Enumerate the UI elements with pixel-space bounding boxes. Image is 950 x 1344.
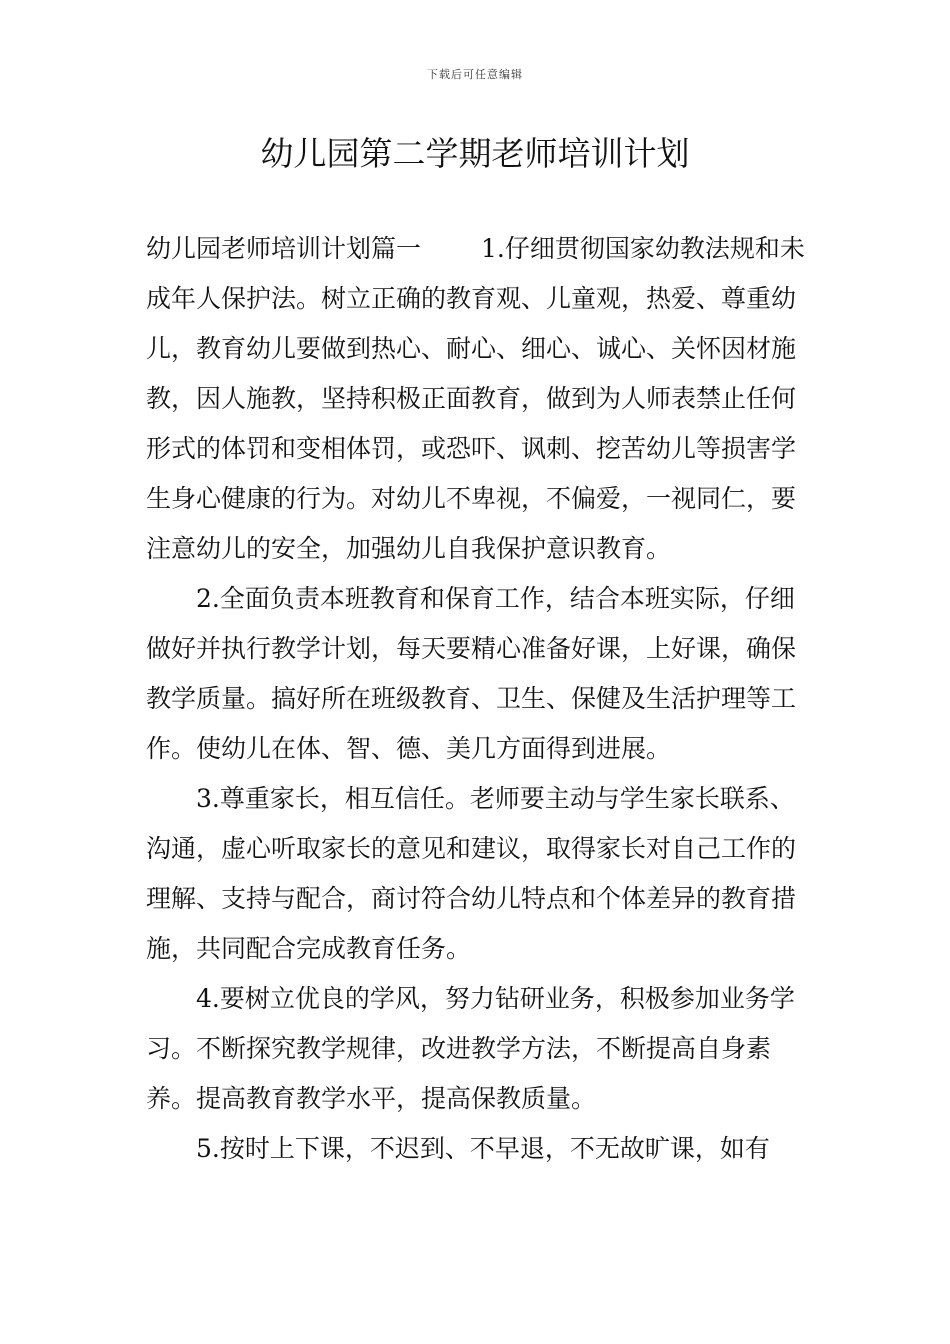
- paragraph-5: 5.按时上下课，不迟到、不早退，不无故旷课，如有: [196, 1134, 770, 1163]
- document-title: 幼儿园第二学期老师培训计划: [260, 134, 690, 173]
- paragraph-3: 3.尊重家长，相互信任。老师要主动与学生家长联系、沟通，虚心听取家长的意见和建议，取得家长对自己工作的理解、支持与配合，商讨符合幼儿特点和个体差异的教育措施，共同配合完成教育任务。: [146, 784, 797, 963]
- paragraph-1: [146, 224, 816, 574]
- paragraph-4: 4.要树立优良的学风，努力钻研业务，积极参加业务学习。不断探究教学规律，改进教学方法，不断提高自身素养。提高教育教学水平，提高保教质量。: [146, 984, 795, 1113]
- document-body: [146, 224, 816, 1174]
- paragraph-1-text: 1.仔细贯彻国家幼教法规和未成年人保护法。树立正确的教育观、儿童观，热爱、尊重幼儿，教育幼儿要做到热心、耐心、细心、诚心、关怀因材施教，因人施教，坚持积极正面教育，做到为人师表禁止任何形式的体罚和变相体罚，或恐吓、讽刺、挖苦幼儿等损害学生身心健康的行为。对幼儿不卑视，不偏爱，一视同仁，要注意幼儿的安全，加强幼儿自我保护意识教育。: [146, 234, 805, 563]
- header-note: 下载后可任意编辑: [427, 68, 523, 81]
- paragraph-2: 2.全面负责本班教育和保育工作，结合本班实际，仔细做好并执行教学计划，每天要精心准备好课，上好课，确保教学质量。搞好所在班级教育、卫生、保健及生活护理等工作。使幼儿在体、智、德、美几方面得到进展。: [146, 584, 797, 763]
- section-heading: 幼儿园老师培训计划篇一: [146, 234, 422, 263]
